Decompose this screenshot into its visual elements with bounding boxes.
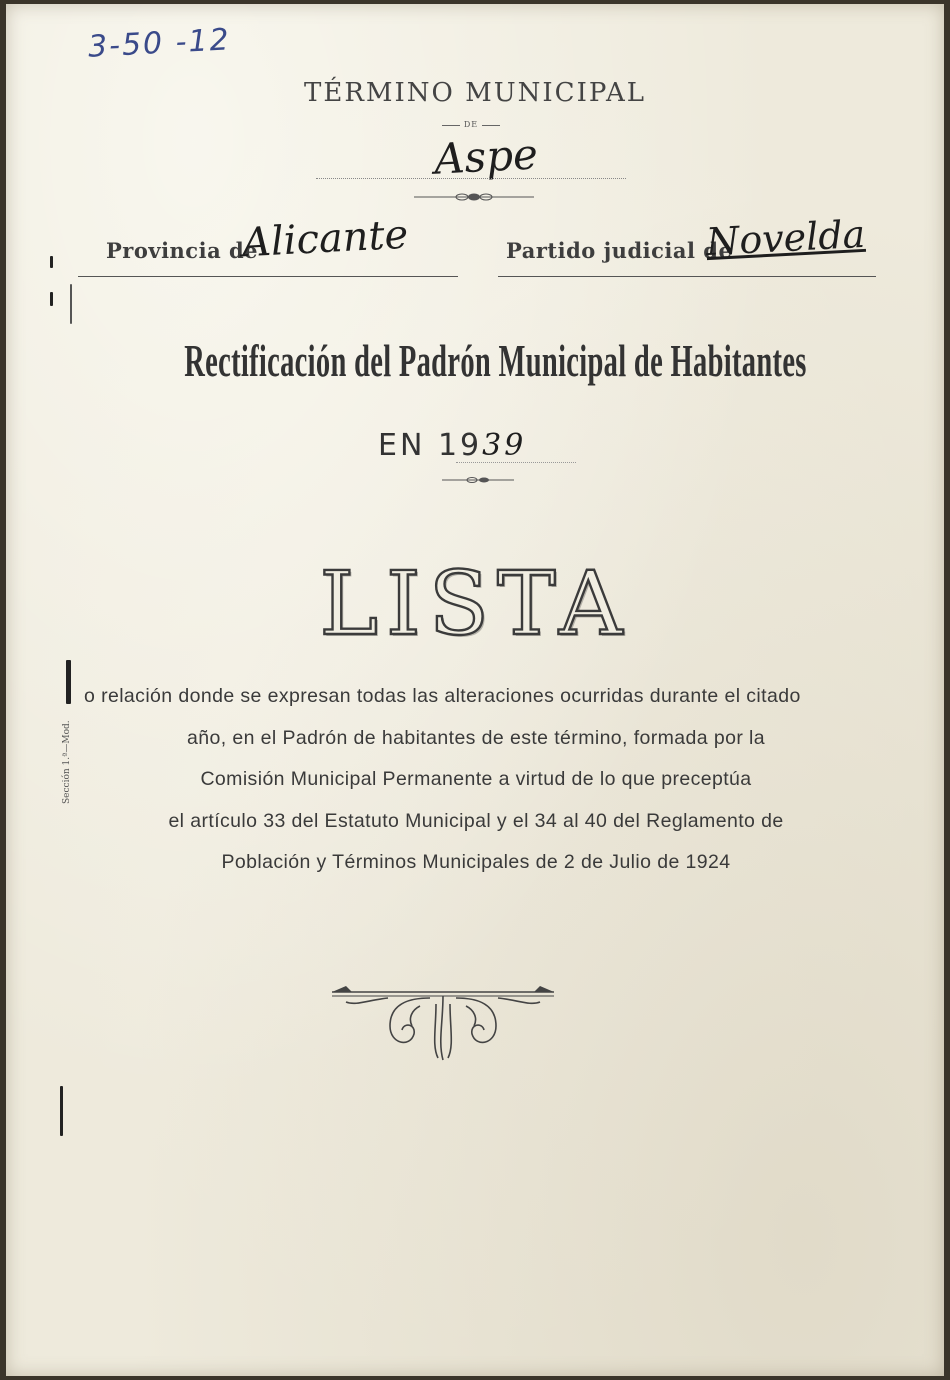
partido-underline (498, 276, 876, 277)
side-note: Sección 1.ª—Mod. (62, 720, 72, 804)
reference-code: 3-50 -12 (87, 22, 232, 65)
de-label: DE (436, 120, 506, 129)
flourish-divider-icon (414, 190, 534, 204)
provincia-value: Alicante (240, 211, 410, 267)
binding-mark (50, 292, 53, 306)
page-title: TÉRMINO MUNICIPAL (304, 78, 646, 108)
year-line (378, 428, 578, 463)
provincia-underline (78, 276, 458, 277)
document-page (6, 4, 944, 1376)
binding-mark (60, 1086, 63, 1136)
binding-mark (50, 256, 53, 268)
body-line: Población y Términos Municipales de 2 de Julio de 1924 (221, 851, 731, 873)
drop-cap-bar (66, 660, 71, 704)
body-line: el artículo 33 del Estatuto Municipal y el 34 al 40 del Reglamento de (168, 809, 784, 832)
town-name: Aspe (432, 129, 540, 184)
year-printed: 19 (437, 428, 483, 463)
binding-mark (70, 284, 72, 324)
body-line: o relación donde se expresan todas las alteraciones ocurridas durante el citado (84, 685, 801, 707)
body-paragraph (46, 676, 906, 884)
document-type: LISTA (319, 552, 631, 655)
body-line: año, en el Padrón de habitantes de este término, formada por la (186, 726, 766, 749)
town-underline (316, 178, 626, 179)
main-heading: Rectificación del Padrón Municipal de Habitantes (184, 335, 807, 386)
year-prefix: EN (378, 428, 426, 463)
year-handwritten: 39 (482, 428, 527, 463)
year-underline (456, 462, 576, 463)
small-flourish-icon (438, 474, 518, 486)
partido-label: Partido judicial de (506, 238, 733, 263)
decorative-ornament-icon (328, 982, 558, 1068)
partido-value: Novelda (704, 211, 867, 265)
provincia-label: Provincia de (106, 238, 259, 263)
body-line: Comisión Municipal Permanente a virtud de lo que preceptúa (200, 768, 752, 790)
